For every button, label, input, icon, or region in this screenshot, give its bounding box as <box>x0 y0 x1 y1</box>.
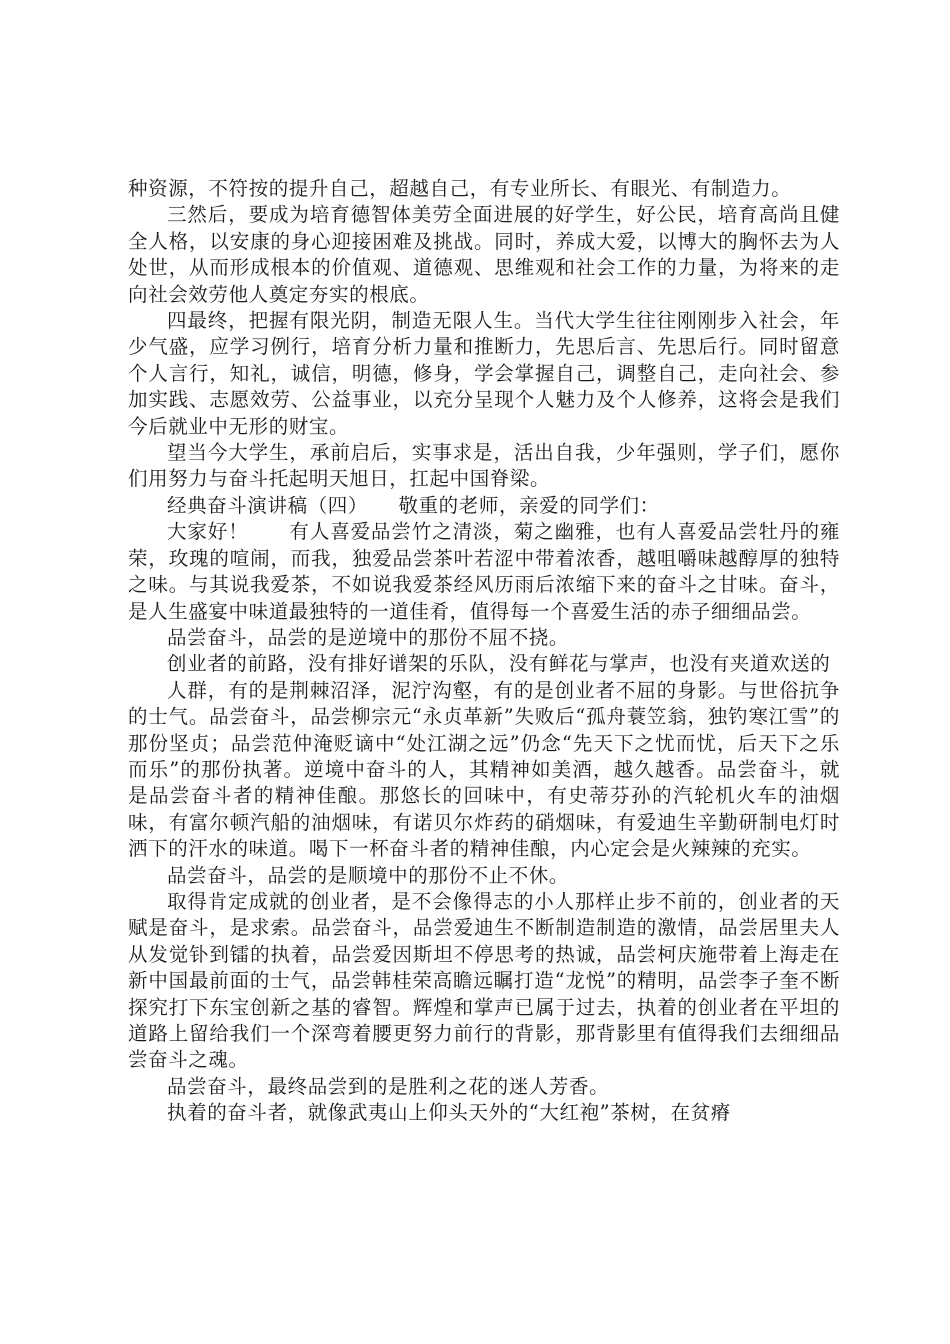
paragraph: 品尝奋斗，品尝的是顺境中的那份不止不休。 <box>167 863 570 887</box>
document-body <box>128 176 840 1127</box>
paragraph: 种资源，不符按的提升自己，超越自己，有专业所长、有眼光、有制造力。 <box>128 177 792 200</box>
paragraph: 大家好！ 有人喜爱品尝竹之清淡，菊之幽雅，也有人喜爱品尝牡丹的雍荣，玫瑰的喧闹，而我，独爱品尝茶叶若涩中带着浓香，越咀嚼味越醇厚的独特之味。与其说我爱茶，不如说我爱茶经风历雨后浓缩下来的奋斗之甘味。奋斗，是人生盛宴中味道最独特的一道佳肴，值得每一个喜爱生活的赤子细细品尝。 <box>128 520 840 623</box>
paragraph: 取得肯定成就的创业者，是不会像得志的小人那样止步不前的，创业者的天赋是奋斗，是求索。品尝奋斗，品尝爱迪生不断制造制造的激情，品尝居里夫人从发觉钋到镭的执着，品尝爱因斯坦不停思考的热诚，品尝柯庆施带着上海走在新中国最前面的士气，品尝韩桂荣高瞻远瞩打造“龙悦”的精明，品尝李子奎不断探究打下东宝创新之基的睿智。辉煌和掌声已属于过去，执着的创业者在平坦的道路上留给我们一个深弯着腰更努力前行的背影，那背影里有值得我们去细细品尝奋斗之魂。 <box>128 889 840 1072</box>
paragraph: 品尝奋斗，最终品尝到的是胜利之花的迷人芳香。 <box>167 1074 610 1098</box>
paragraph: 创业者的前路，没有排好谱架的乐队，没有鲜花与掌声，也没有夹道欢送的 <box>167 652 831 676</box>
section-heading-line: 经典奋斗演讲稿（四） 敬重的老师，亲爱的同学们： <box>167 493 660 517</box>
paragraph: 执着的奋斗者，就像武夷山上仰头天外的“大红袍”茶树，在贫瘠 <box>167 1101 731 1125</box>
paragraph: 四最终，把握有限光阴，制造无限人生。当代大学生往往刚刚步入社会，年少气盛，应学习例行，培育分析力量和推断力，先思后言、先思后行。同时留意个人言行，知礼，诚信，明德，修身，学会掌握自己，调整自己，走向社会、参加实践、志愿效劳、公益事业，以充分呈现个人魅力及个人修养，这将会是我们今后就业中无形的财宝。 <box>128 309 840 438</box>
paragraph: 三然后，要成为培育德智体美劳全面进展的好学生，好公民，培育高尚且健全人格，以安康的身心迎接困难及挑战。同时，养成大爱，以博大的胸怀去为人处世，从而形成根本的价值观、道德观、思维观和社会工作的力量，为将来的走向社会效劳他人奠定夯实的根底。 <box>128 203 840 306</box>
paragraph: 人群，有的是荆棘沼泽，泥泞沟壑，有的是创业者不屈的身影。与世俗抗争的士气。品尝奋斗，品尝柳宗元“永贞革新”失败后“孤舟蓑笠翁，独钓寒江雪”的那份坚贞；品尝范仲淹贬谪中“处江湖之远”仍念“先天下之忧而忧，后天下之乐而乐”的那份执著。逆境中奋斗的人，其精神如美酒，越久越香。品尝奋斗，就是品尝奋斗者的精神佳酿。那悠长的回味中，有史蒂芬孙的汽轮机火车的油烟味，有富尔顿汽船的油烟味，有诺贝尔炸药的硝烟味，有爱迪生辛勤研制电灯时洒下的汗水的味道。喝下一杯奋斗者的精神佳酿，内心定会是火辣辣的充实。 <box>128 678 840 861</box>
paragraph: 品尝奋斗，品尝的是逆境中的那份不屈不挠。 <box>167 625 570 649</box>
paragraph: 望当今大学生，承前启后，实事求是，活出自我，少年强则，学子们，愿你们用努力与奋斗托起明天旭日，扛起中国脊梁。 <box>128 441 840 491</box>
